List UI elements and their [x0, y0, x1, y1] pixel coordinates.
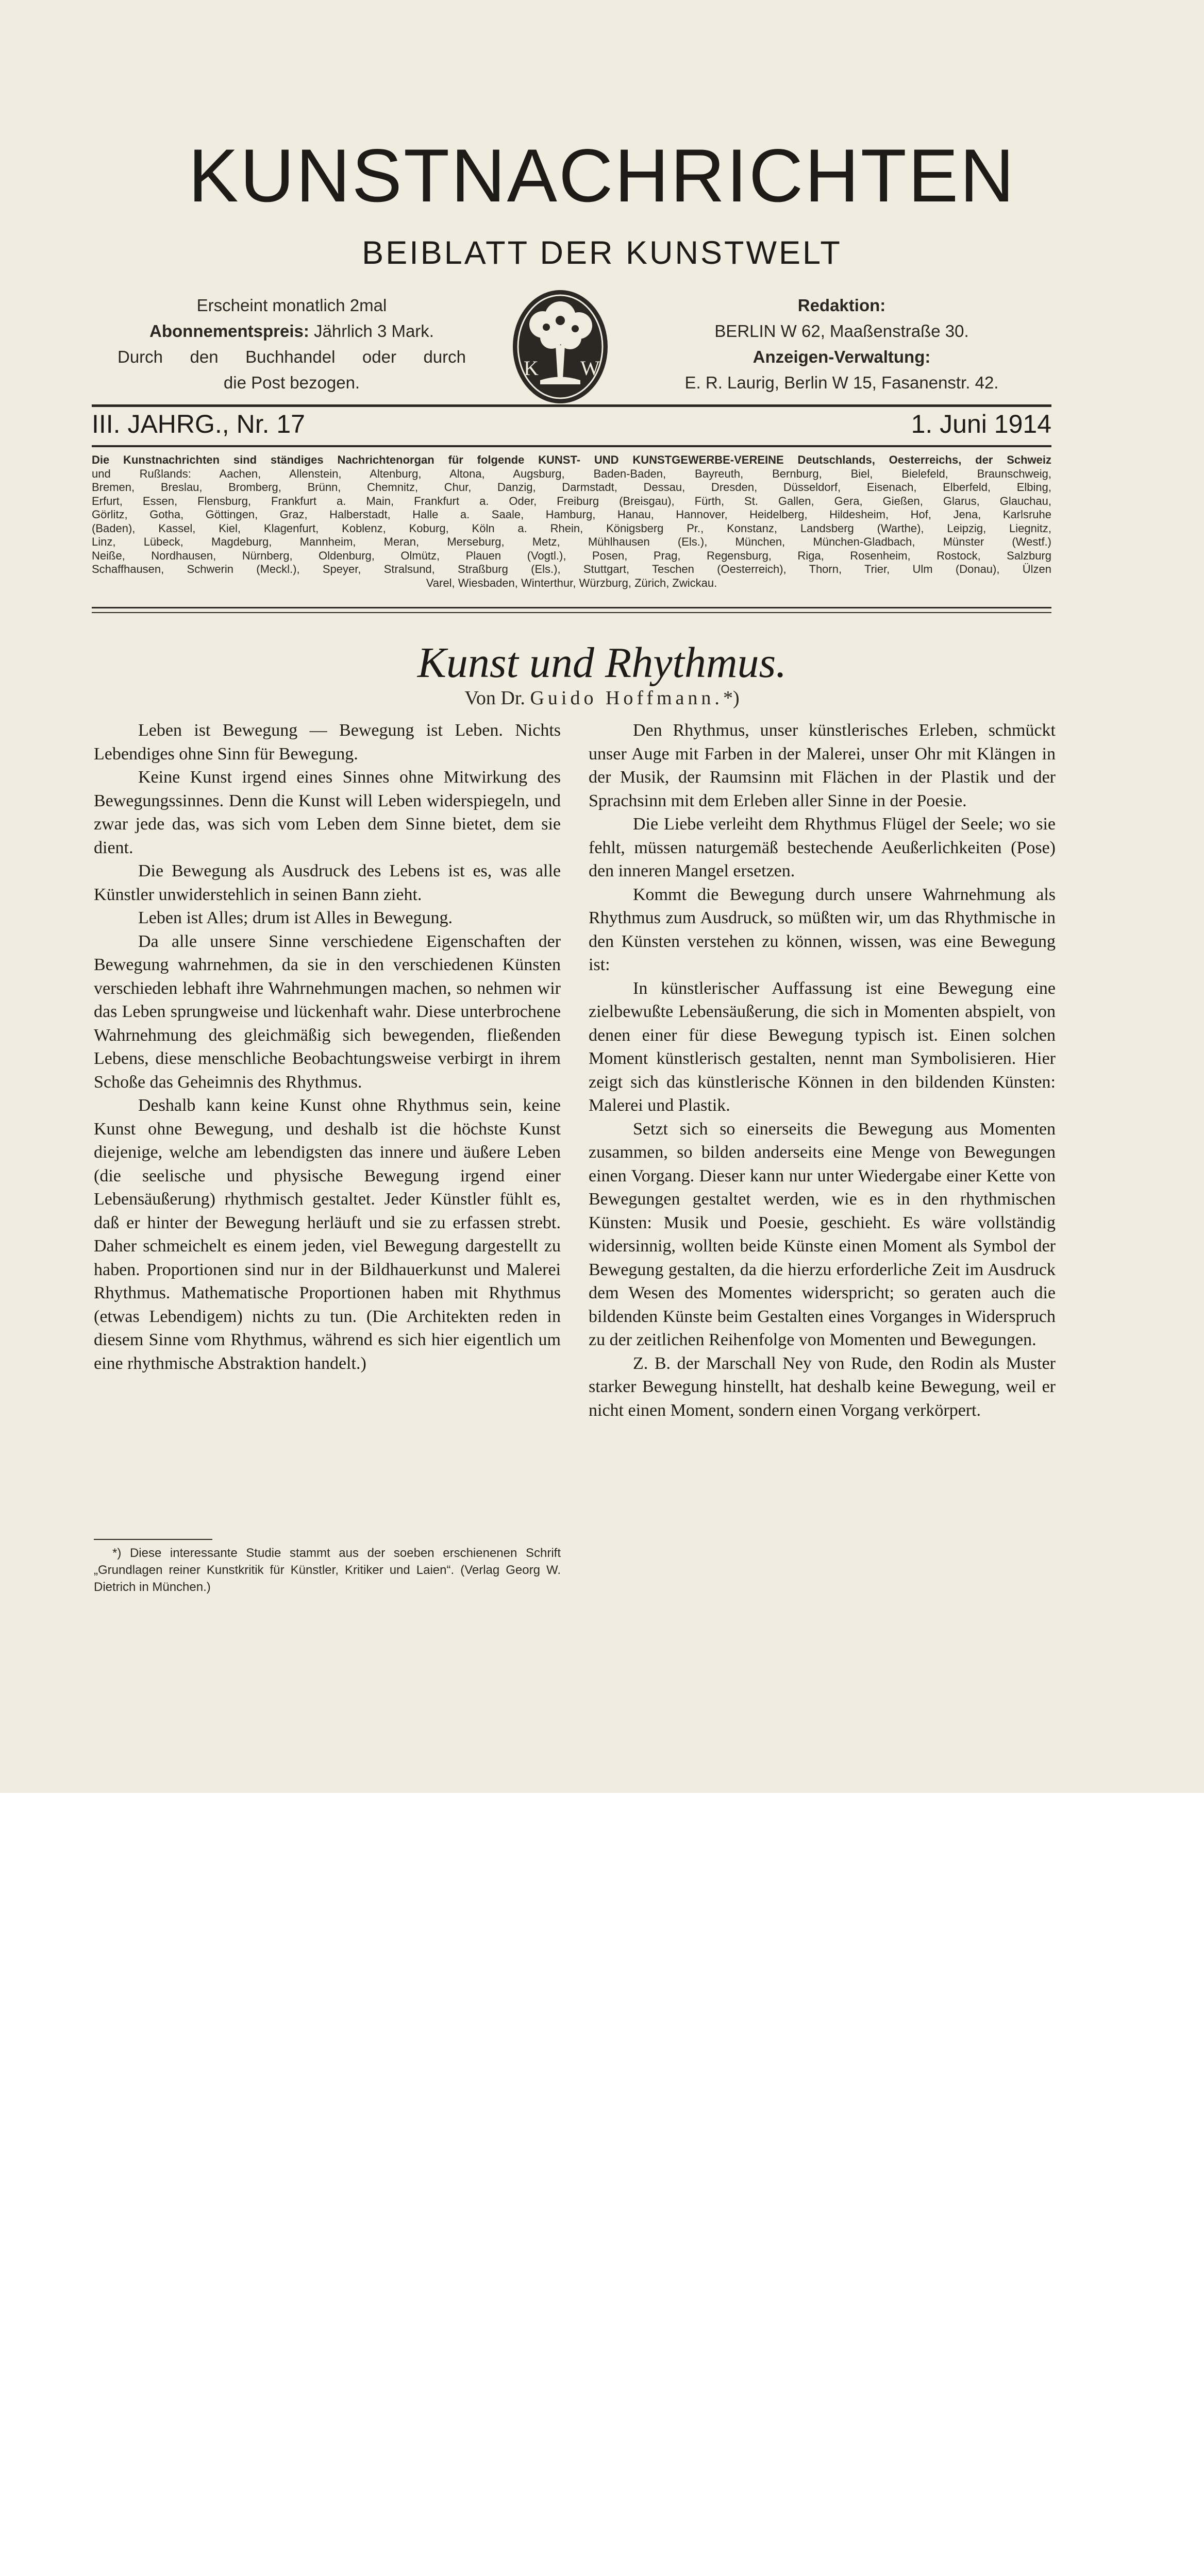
article-paragraph: Kommt die Bewegung durch unsere Wahrnehmung als Rhythmus zum Ausdruck, so müßten wir, um das Rhythmische in den Künsten verstehen zu können, wissen, was eine Bewegung ist: [589, 885, 1056, 974]
association-line: Varel, Wiesbaden, Winterthur, Würzburg, Zürich, Zwickau. [426, 576, 717, 589]
article-paragraph: Den Rhythmus, unser künstlerisches Erleben, schmückt unser Auge mit Farben in der Malerei, unser Ohr mit Klängen in der Musik, der Raumsinn mit Flächen in der Plastik und der Sprachsinn mit dem Erleben aller Sinne in der Poesie. [589, 721, 1056, 810]
article-paragraph: Keine Kunst irgend eines Sinnes ohne Mitwirkung des Bewegungssinnes. Denn die Kunst will Leben widerspiegeln, und zwar jede das, was sich vom Leben dem Sinne bietet, dem sie dient. [94, 768, 561, 857]
article-paragraph: In künstlerischer Auffassung ist eine Bewegung eine zielbewußte Lebensäußerung, die sich in Momenten abspielt, von denen einer für diese Bewegung typisch ist. Einen solchen Moment künstlerisch gestalten, nennt man Symbolisieren. Hier zeigt sich das künstlerische Können in den bildenden Künsten: Malerei und Plastik. [589, 978, 1056, 1115]
distribution-line-2: die Post bezogen. [223, 373, 360, 392]
library-footer [0, 1793, 1204, 1882]
subscription-info [118, 293, 466, 396]
publication-frequency: Erscheint monatlich 2mal [196, 296, 387, 315]
article-paragraph: Leben ist Alles; drum ist Alles in Bewegung. [138, 908, 453, 927]
subscription-price-value: Jährlich 3 Mark. [309, 321, 434, 341]
article-title: Kunst und Rhythmus. [417, 639, 787, 687]
byline-author: Guido Hoffmann. [530, 687, 723, 709]
article-paragraph: Da alle unsere Sinne verschiedene Eigenschaften der Bewegung wahrnehmen, da sie in den verschiedenen Künsten verschieden lebhaft ihre Wahrnehmungen machen, so nehmen wir das Leben sprungweise und lückenhaft wahr. Diese unterbrochene Wahrnehmung des gleichmäßig sich bewegenden, fließenden Lebens, diese menschliche Beobachtungsweise verbirgt in ihrem Schoße das Geheimnis des Rhythmus. [94, 931, 561, 1092]
issue-date: 1. Juni 1914 [911, 410, 1051, 438]
article-footnote: *) Diese interessante Studie stammt aus der soeben erschienenen Schrift „Grundlagen reiner Kunstkritik für Künstler, Kritiker und Laien“. (Verlag Georg W. Dietrich in München.) [94, 1546, 561, 1594]
article-byline [0, 688, 1204, 708]
association-line: (Baden), Kassel, Kiel, Klagenfurt, Koblenz, Koburg, Köln a. Rhein, Königsberg Pr., Konstanz, Landsberg (Warthe), Leipzig, Liegnitz, [92, 521, 1051, 535]
tree-icon [504, 289, 616, 405]
masthead-title: KUNSTNACHRICHTEN [188, 133, 1016, 217]
section-rule-1 [92, 607, 1051, 608]
byline-prefix: Von Dr. [464, 687, 530, 709]
member-associations-list [92, 453, 1051, 590]
association-line: Bremen, Breslau, Bromberg, Brünn, Chemnitz, Chur, Danzig, Darmstadt, Dessau, Dresden, Düsseldorf, Eisenach, Elberfeld, Elbing, [92, 481, 1051, 494]
section-rule-2 [92, 612, 1051, 613]
article-paragraph: Deshalb kann keine Kunst ohne Rhythmus sein, keine Kunst ohne Bewegung, und deshalb ist die höchste Kunst diejenige, welche am lebendigsten das innere und äußere Leben (die seelische und physische Bewegung irgend einer Lebensäußerung) rhythmisch gestaltet. Jeder Künstler fühlt es, daß er hinter der Bewegung herläuft und sie zu erfassen strebt. Daher schmeichelt es einem jeden, viel Bewegung dargestellt zu haben. Proportionen sind nur in der Bildhauerkunst und Malerei Rhythmus. Mathematische Proportionen haben mit Rhythmus (etwas Lebendigem) nichts zu tun. (Die Architekten reden in diesem Sinne vom Rhythmus, während es sich hier eigentlich um eine rhythmische Abstraktion handelt.) [94, 1096, 561, 1373]
header-rule-top [92, 404, 1051, 407]
article-paragraph: Die Bewegung als Ausdruck des Lebens ist es, was alle Künstler unwiderstehlich in seinen Bann zieht. [94, 861, 561, 904]
article-paragraph: Die Liebe verleiht dem Rhythmus Flügel der Seele; wo sie fehlt, müssen naturgemäß bestechende Aeußerlichkeiten (Pose) den inneren Mangel ersetzen. [589, 815, 1056, 880]
article-paragraph: Z. B. der Marschall Ney von Rude, den Rodin als Muster starker Bewegung hinstellt, hat deshalb keine Bewegung, weil er nicht einen Moment, sondern einen Vorgang verkörpert. [589, 1353, 1056, 1420]
editorial-label: Redaktion: [797, 296, 886, 315]
association-line: Erfurt, Essen, Flensburg, Frankfurt a. Main, Frankfurt a. Oder, Freiburg (Breisgau), Fürth, St. Gallen, Gera, Gießen, Glarus, Glauchau, [92, 494, 1051, 507]
masthead-subtitle: BEIBLATT DER KUNSTWELT [362, 235, 842, 271]
distribution-line-1: Durch den Buchhandel oder durch [118, 347, 466, 366]
footnote-rule [94, 1539, 212, 1540]
editorial-address: BERLIN W 62, Maaßenstraße 30. [714, 321, 969, 341]
issue-volume: III. JAHRG., Nr. 17 [92, 410, 305, 438]
association-line: und Rußlands: Aachen, Allenstein, Altenburg, Altona, Augsburg, Baden-Baden, Bayreuth, Bernburg, Biel, Bielefeld, Braunschweig, [92, 467, 1051, 480]
subscription-price [118, 318, 466, 344]
subscription-price-label: Abonnementspreis: [149, 321, 309, 341]
association-line: Die Kunstnachrichten sind ständiges Nachrichtenorgan für folgende KUNST- UND KUNSTGEWERBE-VEREINE Deutschlands, Oesterreichs, der Schweiz [92, 453, 1051, 466]
byline-footnote-mark: *) [723, 687, 740, 709]
article-column-left [94, 719, 561, 1375]
association-line: Görlitz, Gotha, Göttingen, Graz, Halberstadt, Halle a. Saale, Hamburg, Hanau, Hannover, Heidelberg, Hildesheim, Hof, Jena, Karlsruhe [92, 508, 1051, 521]
logo-letter-w: W [580, 357, 600, 380]
advertising-address: E. R. Laurig, Berlin W 15, Fasanenstr. 42. [684, 373, 999, 392]
advertising-label: Anzeigen-Verwaltung: [752, 347, 931, 366]
article-column-right [589, 719, 1056, 1422]
association-line: Linz, Lübeck, Magdeburg, Mannheim, Meran, Merseburg, Metz, Mühlhausen (Els.), München, München-Gladbach, Münster (Westf.) [92, 535, 1051, 548]
logo-letter-k: K [524, 357, 539, 380]
article-paragraph: Leben ist Bewegung — Bewegung ist Leben. Nichts Lebendiges ohne Sinn für Bewegung. [94, 721, 561, 764]
association-line: Neiße, Nordhausen, Nürnberg, Oldenburg, Olmütz, Plauen (Vogtl.), Posen, Prag, Regensburg, Riga, Rosenheim, Rostock, Salzburg [92, 549, 1051, 562]
editorial-info [638, 293, 1045, 396]
article-paragraph: Setzt sich so einerseits die Bewegung aus Momenten zusammen, so bilden anderseits eine Menge von Bewegungen einen Vorgang. Dieser kann nur unter Wiedergabe einer Kette von Bewegungen gestaltet werden, wie es in den rhythmischen Künsten: Musik und Poesie, geschieht. Es wäre vollständig widersinnig, wollten beide Künste einen Moment als Symbol der Bewegung gestalten, da die hierzu erforderliche Zeit im Ausdruck dem Wesen des Momentes widerspricht; so geraten auch die bildenden Künste beim Gestalten eines Vorganges in Widerspruch zu der zeitlichen Reihenfolge von Momenten und Bewegungen. [589, 1119, 1056, 1349]
association-line: Schaffhausen, Schwerin (Meckl.), Speyer, Stralsund, Straßburg (Els.), Stuttgart, Teschen (Oesterreich), Thorn, Trier, Ulm (Donau), Ülzen [92, 563, 1051, 575]
header-rule-bottom [92, 445, 1051, 447]
